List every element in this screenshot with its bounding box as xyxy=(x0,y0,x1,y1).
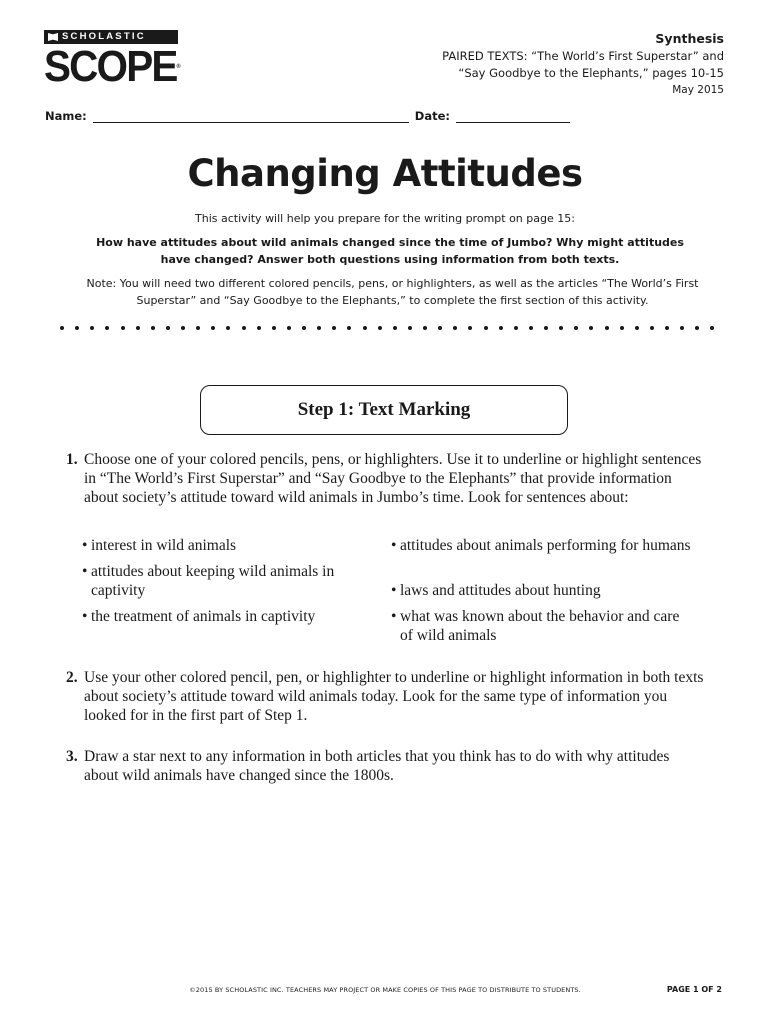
writing-prompt: How have attitudes about wild animals changed since the time of Jumbo? Why might attitudes have changed? Answer both questions using information from both texts. xyxy=(96,236,684,266)
divider-dot xyxy=(635,326,639,330)
divider-dot xyxy=(272,326,276,330)
item-number: 1. xyxy=(66,451,78,468)
item-number: 2. xyxy=(66,669,78,686)
divider-dot xyxy=(680,326,684,330)
divider-dot xyxy=(317,326,321,330)
divider-dot xyxy=(166,326,170,330)
step-1-heading-box xyxy=(200,385,568,435)
paired-texts-line-1: PAIRED TEXTS: “The World’s First Superstar” and xyxy=(442,49,724,63)
divider-dot xyxy=(529,326,533,330)
divider-dot xyxy=(75,326,79,330)
bullet-item: • attitudes about keeping wild animals in captivity xyxy=(82,563,335,599)
divider-dot xyxy=(393,326,397,330)
divider-dot xyxy=(438,326,442,330)
divider-dot xyxy=(589,326,593,330)
divider-dot xyxy=(60,326,64,330)
divider-dot xyxy=(574,326,578,330)
divider-dot xyxy=(665,326,669,330)
bullet-item: • interest in wild animals xyxy=(82,537,237,554)
issue-date: May 2015 xyxy=(672,84,724,96)
instruction-item-2 xyxy=(66,668,706,725)
divider-dot xyxy=(408,326,412,330)
divider-dot xyxy=(181,326,185,330)
scholastic-scope-logo xyxy=(44,30,181,91)
item-text: Use your other colored pencil, pen, or highlighter to underline or highlight information in both texts about society’s attitude toward wild animals today. Look for the same type of information you looked for in the first part of Step 1. xyxy=(84,669,704,724)
date-label: Date: xyxy=(414,109,450,123)
divider-dot xyxy=(695,326,699,330)
step-1-heading: Step 1: Text Marking xyxy=(297,399,471,420)
page-number: PAGE 1 OF 2 xyxy=(666,985,722,994)
divider-dot xyxy=(287,326,291,330)
intro-text: This activity will help you prepare for the writing prompt on page 15: xyxy=(195,212,575,225)
divider-dot xyxy=(242,326,246,330)
divider-dot xyxy=(605,326,609,330)
magazine-name: SCOPE® xyxy=(44,42,181,91)
divider-dot xyxy=(378,326,382,330)
divider-dot xyxy=(468,326,472,330)
divider-dot xyxy=(151,326,155,330)
bullet-item: • what was known about the behavior and care of wild animals xyxy=(391,608,680,644)
divider-dot xyxy=(514,326,518,330)
divider-dot xyxy=(544,326,548,330)
page-title: Changing Attitudes xyxy=(187,152,583,195)
name-label: Name: xyxy=(45,109,87,123)
divider-dot xyxy=(423,326,427,330)
dotted-divider xyxy=(60,326,715,330)
divider-dot xyxy=(211,326,215,330)
paired-texts-line-2: “Say Goodbye to the Elephants,” pages 10-15 xyxy=(458,66,724,80)
divider-dot xyxy=(484,326,488,330)
bullet-item: • the treatment of animals in captivity xyxy=(82,608,316,625)
divider-dot xyxy=(226,326,230,330)
bullet-item: • attitudes about animals performing for humans xyxy=(391,537,691,554)
divider-dot xyxy=(710,326,714,330)
divider-dot xyxy=(363,326,367,330)
divider-dot xyxy=(257,326,261,330)
book-icon xyxy=(48,33,58,41)
divider-dot xyxy=(302,326,306,330)
divider-dot xyxy=(347,326,351,330)
header-info xyxy=(442,30,724,99)
divider-dot xyxy=(650,326,654,330)
divider-dot xyxy=(620,326,624,330)
publisher-name: SCHOLASTIC xyxy=(62,31,146,42)
item-number: 3. xyxy=(66,748,78,765)
activity-type: Synthesis xyxy=(655,31,724,46)
divider-dot xyxy=(453,326,457,330)
divider-dot xyxy=(499,326,503,330)
materials-note: Note: You will need two different colored pencils, pens, or highlighters, as well as the articles “The World’s First Superstar” and “Say Goodbye to the Elephants,” to complete the first section of this activity. xyxy=(86,277,699,307)
instruction-item-1 xyxy=(66,450,706,507)
name-date-row xyxy=(45,109,570,123)
name-field[interactable] xyxy=(93,110,409,123)
copyright-footer: ©2015 BY SCHOLASTIC INC. TEACHERS MAY PROJECT OR MAKE COPIES OF THIS PAGE TO DISTRIBUTE TO STUDENTS. xyxy=(189,986,581,994)
divider-dot xyxy=(136,326,140,330)
divider-dot xyxy=(121,326,125,330)
instruction-item-3 xyxy=(66,747,706,785)
date-field[interactable] xyxy=(456,110,570,123)
item-text: Draw a star next to any information in both articles that you think has to do with why attitudes about wild animals have changed since the 1800s. xyxy=(84,748,670,784)
divider-dot xyxy=(90,326,94,330)
divider-dot xyxy=(105,326,109,330)
divider-dot xyxy=(559,326,563,330)
bullet-item: • laws and attitudes about hunting xyxy=(391,582,601,599)
divider-dot xyxy=(332,326,336,330)
item-text: Choose one of your colored pencils, pens, or highlighters. Use it to underline or highlight sentences in “The World’s First Superstar” and “Say Goodbye to the Elephants” that provide information about society’s attitude toward wild animals in Jumbo’s time. Look for sentences about: xyxy=(84,451,702,506)
divider-dot xyxy=(196,326,200,330)
